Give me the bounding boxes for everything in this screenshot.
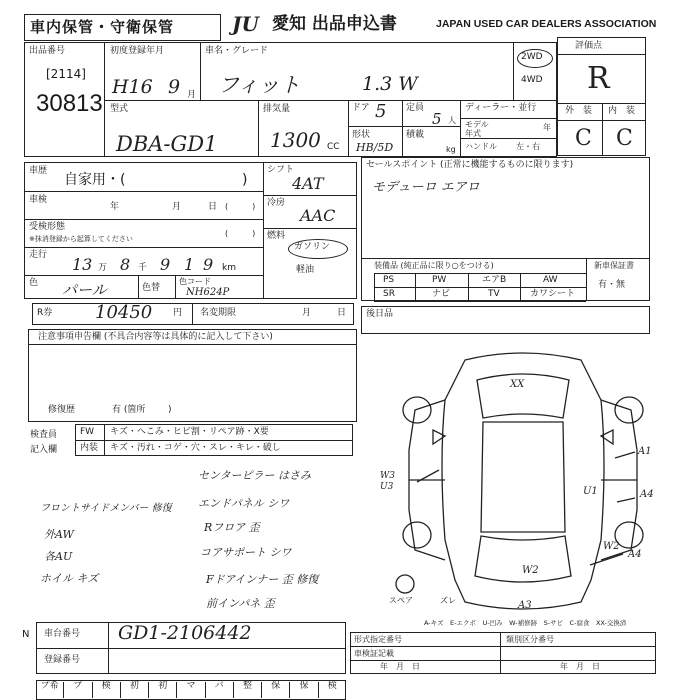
color-label: 色 — [29, 278, 39, 288]
model-year-text: モデル 年式 — [465, 120, 489, 138]
mileage-sen-digit: 8 — [120, 255, 131, 274]
inspection-label-b: 記入欄 — [30, 445, 58, 455]
recycle-value: 10450 — [95, 302, 153, 323]
mileage-unit: km — [222, 263, 236, 273]
diagram-mark-w2: W2 — [603, 541, 620, 552]
strip-cell-3: 初 — [121, 682, 149, 698]
sales-point-label: セールスポイント (正常に機能するものに限ります) — [366, 160, 574, 170]
equip-navi: ナビ — [432, 289, 451, 299]
lot-number: 30813 — [36, 90, 103, 117]
strip-cell-9: 保 — [290, 682, 318, 698]
diagram-mark-u1: U1 — [583, 486, 598, 497]
shape-value: HB/5D — [356, 141, 394, 154]
legend-spare: スペア — [389, 596, 413, 605]
usage-value: 自家用・( — [64, 172, 126, 188]
drive-4wd: 4WD — [521, 75, 543, 85]
mileage-hundreds: 9 — [160, 255, 171, 274]
exterior-label: 外 装 — [565, 106, 593, 116]
inspector-note-2: エンドパネル シワ — [198, 497, 290, 510]
equip-ps: PS — [383, 275, 395, 285]
name-change-label: 名変期限 — [200, 308, 237, 318]
inspector-note-6: 前インパネ 歪 — [206, 597, 275, 610]
n-mark: N — [22, 629, 30, 640]
equip-airbag: エアB — [482, 275, 507, 285]
inherit-label: 受検形態 — [29, 222, 66, 232]
notes-frame — [28, 329, 357, 422]
grade-label: 評価点 — [575, 41, 603, 51]
mileage-sen-unit: 千 — [138, 263, 148, 273]
color-change-label: 色替 — [142, 283, 161, 293]
fuel-label: 燃料 — [267, 231, 286, 241]
warranty-label: 新車保証書 — [594, 261, 634, 270]
strip-cell-10: 検 — [327, 681, 337, 691]
repair-label: 修復歴 — [48, 405, 76, 415]
mileage-tens: 1 — [184, 255, 195, 274]
inspection-row2-tag: 内装 — [80, 443, 99, 453]
strip-cell-5: マ — [177, 682, 205, 698]
strip-cell-8: 保 — [262, 682, 290, 698]
model-name: フィット — [218, 73, 301, 97]
wheel-rear-left — [403, 522, 431, 548]
chassis-label: 車台番号 — [44, 629, 81, 639]
shaken-month: 月 — [172, 202, 182, 212]
warranty-value: 有・無 — [598, 280, 626, 290]
color-code-value: NH624P — [186, 287, 230, 298]
diagram-mark-a1: A1 — [638, 446, 652, 457]
type-value: DBA-GD1 — [116, 132, 218, 156]
engine-value: 1300 — [270, 128, 321, 152]
strip-cell-4: 初 — [149, 682, 177, 698]
inspection-row2: キズ・汚れ・コゲ・穴・スレ・キレ・破し — [110, 443, 281, 453]
cert-car-no: 車検証記載 — [354, 649, 394, 658]
grade-value: R — [587, 61, 610, 96]
reg-era-year: H16 — [112, 76, 153, 98]
back-page-label: 後日品 — [366, 309, 394, 319]
doors-label: ドア — [352, 103, 370, 113]
inspection-row1-tag: FW — [80, 427, 95, 437]
legend-zure: ズレ — [440, 596, 456, 605]
capacity-value: 5 — [432, 110, 442, 128]
capacity-label: 定員 — [406, 103, 425, 113]
shaken-year: 年 — [110, 202, 120, 212]
inherit-paren: ( ) — [225, 229, 256, 238]
drive-2wd: 2WD — [521, 52, 543, 62]
equip-sr: SR — [383, 289, 395, 299]
equip-tv: TV — [488, 289, 500, 299]
mileage-man-unit: 万 — [98, 263, 108, 273]
strip-cell-0: プ希 — [36, 682, 64, 698]
diagram-mark-a4b: A4 — [628, 549, 642, 560]
repair-value: 有 (箇所 — [112, 405, 146, 415]
notes-label: 注意事項申告欄 (不具合内容等は具体的に記入して下さい) — [38, 332, 273, 342]
model-grade: 1.3 W — [362, 73, 418, 95]
interior-value: C — [616, 126, 633, 151]
diagram-mark-u3: U3 — [380, 482, 394, 492]
left-note-4: ホイル キズ — [40, 572, 99, 585]
exterior-value: C — [575, 126, 592, 151]
usage-close: ) — [242, 172, 248, 188]
cert-designated: 形式指定番号 — [354, 635, 402, 644]
shaken-day: 日 — [208, 202, 218, 212]
ju-logo-mark — [232, 14, 259, 35]
storage-label: 車内保管・守衛保管 — [30, 18, 175, 36]
capacity-unit: 人 — [448, 116, 456, 125]
load-label: 積載 — [406, 130, 425, 140]
color-code-label: 色コード — [179, 277, 211, 286]
diagram-legend: A-キズ E-エクボ U-凹み W-補修跡 S-サビ C-腐食 XX-交換済 — [424, 619, 627, 627]
type-label: 型式 — [110, 104, 129, 114]
inherit-note: ※抹消登録から起算してください — [29, 235, 133, 243]
repair-close: ) — [168, 405, 172, 415]
name-change-month: 月 — [302, 308, 312, 318]
strip-cell-6: バ — [206, 682, 234, 698]
diagram-mark-xx: XX — [510, 379, 525, 390]
equip-aw: AW — [543, 275, 558, 285]
inspection-label-a: 検査員 — [30, 430, 58, 440]
shift-label: シフト — [267, 165, 295, 175]
sales-point-value: モデューロ エアロ — [372, 180, 480, 195]
cert-category: 類別区分番号 — [506, 635, 554, 644]
strip-cell-7: 整 — [234, 682, 262, 698]
recycle-unit: 円 — [173, 308, 183, 318]
inspector-note-5: Fドアインナー 歪 修復 — [206, 573, 319, 586]
inspector-note-1: センターピラー はさみ — [198, 469, 312, 482]
equipment-label: 装備品 (純正品に限り○をつける) — [374, 261, 494, 270]
shaken-paren: ( ) — [225, 202, 256, 211]
org-title-en: JAPAN USED CAR DEALERS ASSOCIATION — [436, 18, 657, 30]
diagram-mark-w2b: W2 — [522, 565, 539, 576]
usage-label: 車歴 — [29, 166, 48, 176]
inspector-note-3: Rフロア 歪 — [204, 521, 260, 534]
load-unit: kg — [446, 145, 456, 154]
ju-logo-text: JU — [232, 12, 259, 36]
roof — [481, 422, 565, 532]
engine-unit: CC — [327, 142, 340, 152]
recycle-label: R券 — [37, 308, 53, 318]
diagram-mark-w3: W3 — [380, 471, 395, 481]
cert-reg-date: 年 月 日 — [560, 662, 600, 671]
engine-label: 排気量 — [263, 104, 291, 114]
model-label: 車名・グレード — [205, 46, 269, 56]
dealer-label: ディーラー・並行 — [465, 103, 537, 113]
doors-value: 5 — [375, 101, 387, 122]
shaken-label: 車検 — [29, 195, 48, 205]
lot-label: 出品番号 — [29, 46, 66, 56]
handle-value: 左・右 — [516, 142, 540, 151]
chassis-reg-label: 登録番号 — [44, 655, 81, 665]
shape-label: 形状 — [352, 130, 371, 140]
model-year-label — [465, 120, 489, 138]
name-change-day: 日 — [337, 308, 347, 318]
chassis-value: GD1-2106442 — [118, 622, 252, 644]
aircon-label: 冷房 — [267, 198, 286, 208]
reg-month: 9 — [168, 76, 181, 98]
inspection-row1: キズ・へこみ・ヒビ割・リペア跡・X要 — [110, 427, 269, 437]
color-value: パール — [62, 281, 107, 299]
interior-label: 内 装 — [608, 106, 636, 116]
diagram-mark-a4: A4 — [640, 489, 654, 500]
aircon-value: AAC — [300, 206, 336, 225]
reg-label: 初度登録年月 — [110, 46, 165, 56]
left-note-2: 外AW — [44, 528, 74, 541]
mileage-man: 13 — [72, 255, 93, 274]
model-year-unit: 年 — [543, 123, 551, 132]
cert-date: 年 月 日 — [380, 662, 420, 671]
left-note-3: 各AU — [44, 550, 73, 563]
left-note-1: フロントサイドメンバー 修復 — [40, 503, 172, 514]
reg-month-unit: 月 — [187, 90, 197, 100]
lot-bracket-number: [2114] — [46, 67, 86, 81]
handle-label: ハンドル — [465, 142, 497, 151]
fuel-gasoline: ガソリン — [294, 242, 331, 252]
inspector-note-4: コアサポート シワ — [200, 546, 292, 559]
org-title: 愛知 出品申込書 — [272, 14, 397, 34]
mileage-label: 走行 — [29, 250, 48, 260]
mileage-ones: 9 — [203, 255, 214, 274]
back-page-frame — [361, 306, 650, 334]
equip-pw: PW — [432, 275, 447, 285]
bottom-strip-cells — [36, 682, 346, 698]
diagram-mark-a3: A3 — [518, 600, 532, 611]
fuel-diesel: 軽油 — [296, 265, 315, 275]
shift-value: 4AT — [292, 174, 324, 193]
spare-tire — [396, 575, 414, 593]
strip-cell-1: プ — [64, 682, 92, 698]
strip-cell-2: 検 — [93, 682, 121, 698]
equip-seat: カワシート — [530, 289, 576, 299]
